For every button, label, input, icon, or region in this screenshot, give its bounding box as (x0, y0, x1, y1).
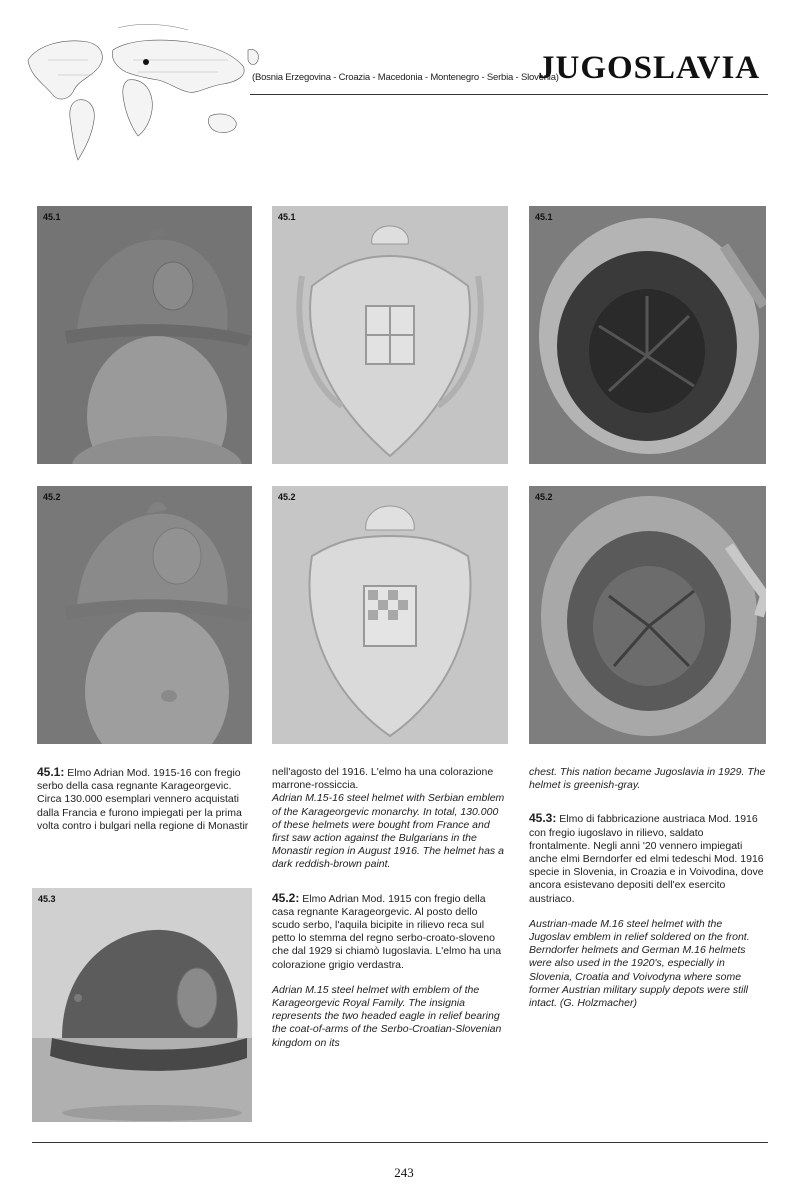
caption-45-2-english-cont: chest. This nation became Jugoslavia in 1929. The helmet is greenish-gray. (529, 766, 766, 792)
caption-column-1 (37, 766, 252, 845)
photo-helmet-45-3 (32, 888, 252, 1122)
photo-label: 45.3 (38, 894, 56, 904)
figure-number: 45.3: (529, 811, 557, 826)
photo-label: 45.1 (278, 212, 296, 222)
photo-label: 45.2 (278, 492, 296, 502)
page-title: JUGOSLAVIA (538, 50, 761, 86)
footer-divider (32, 1142, 768, 1143)
caption-45-1-italian (37, 766, 252, 833)
caption-45-3-english: Austrian-made M.16 steel helmet with the Jugoslav emblem in relief soldered on the front. Berndorfer helmets and German M.16 helmets were also used in the 1920's, especially in Slovenia, Croatia and Voivodyna where some former Austrian military supply depots were still intact. (G. Holzmacher) (529, 917, 750, 1010)
caption-45-1-english: Adrian M.15-16 steel helmet with Serbian emblem of the Karageorgevic monarchy. In total, 130.000 of these helmets were bought from France and first saw action against the Bulgarians in the Monastir region in August 1916. The helmet has a dark reddish-brown paint. (272, 792, 505, 871)
page-number: 243 (394, 1165, 414, 1180)
figure-number: 45.2: (272, 890, 300, 905)
caption-45-2-italian (272, 892, 508, 972)
caption-column-3 (529, 766, 766, 1022)
header-divider (250, 94, 768, 95)
photo-label: 45.2 (43, 492, 61, 502)
caption-column-2 (272, 766, 508, 1062)
world-map-graphic (18, 20, 268, 180)
photo-helmet-45-1-interior (529, 206, 766, 464)
photo-helmet-45-2-interior (529, 486, 766, 744)
photo-helmet-45-1-side (37, 206, 252, 464)
photo-emblem-45-1 (272, 206, 508, 464)
caption-45-2-english: Adrian M.15 steel helmet with emblem of the Karageorgevic Royal Family. The insignia represents the two headed eagle in relief bearing the coat-of-arms of the Serbo-Croatian-Slovenian kingdom on its (272, 983, 502, 1049)
figure-number: 45.1: (37, 765, 65, 779)
photo-emblem-45-2 (272, 486, 508, 744)
photo-label: 45.1 (43, 212, 61, 222)
photo-label: 45.1 (535, 212, 553, 222)
photo-label: 45.2 (535, 492, 553, 502)
caption-text: Elmo di fabbricazione austriaca Mod. 1916 con fregio iugoslavo in rilievo, saldato frontalmente. Negli anni '20 vennero impiegati anche elmi Berndorfer ed elmi tedeschi Mod. 1916 specie in Slovenia, in Croazia e in Voivodina, dove ancora esistevano depositi dell'ex esercito austriaco. (529, 813, 764, 905)
photo-helmet-45-2-side (37, 486, 252, 744)
caption-45-1-italian-cont: nell'agosto del 1916. L'elmo ha una colorazione marrone-rossiccia. (272, 766, 494, 792)
caption-text: Elmo Adrian Mod. 1915-16 con fregio serbo della casa regnante Karageorgevic. Circa 130.000 esemplari vennero acquistati dalla Francia e furono impiegati per la prima volta contro i bulgari nella regione di Monastir (37, 767, 249, 832)
caption-text: Elmo Adrian Mod. 1915 con fregio della casa regnante Karageorgevic. Al posto dello scudo serbo, l'aquila bicipite in rilievo reca sul petto lo stemma del regno serbo-croato-sloveno che dal 1929 si chiamò Iugoslavia. L'elmo ha una colorazione grigio verdastra. (272, 892, 502, 971)
caption-45-3-italian (529, 812, 766, 905)
header-subtitle: (Bosnia Erzegovina - Croazia - Macedonia - Montenegro - Serbia - Slovenia) (252, 72, 559, 83)
